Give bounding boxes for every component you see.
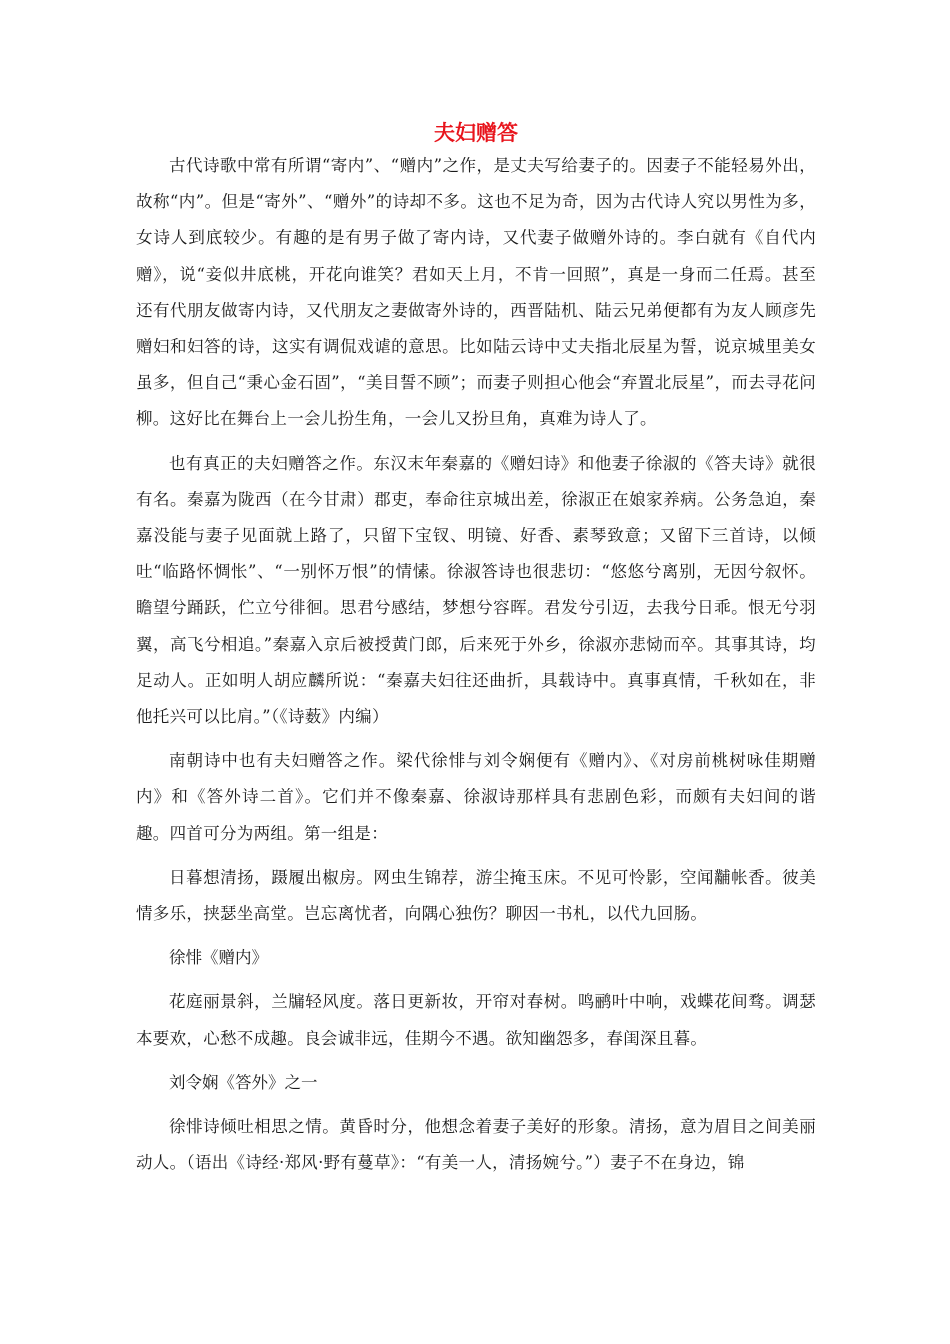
paragraph-gap [136,932,816,940]
paragraph-gap [136,735,816,743]
poem-2: 花庭丽景斜，兰牖轻风度。落日更新妆，开帘对春树。鸣鹂叶中响，戏蝶花间骛。调瑟本要欢，心愁不成趣。良会诚非远，佳期今不遇。欲知幽怨多，春闺深且暮。 [136,992,816,1048]
paragraph-closing: 徐悱诗倾吐相思之情。黄昏时分，他想念着妻子美好的形象。清扬，意为眉目之间美丽动人。（语出《诗经·郑风·野有蔓草》：“有美一人，清扬婉兮。”）妻子不在身边，锦 [136,1117,816,1173]
paragraph-1: 古代诗歌中常有所谓“寄内”、“赠内”之作，是丈夫写给妻子的。因妻子不能轻易外出，故称“内”。但是“寄外”、“赠外”的诗却不多。这也不足为奇，因为古代诗人究以男性为多，女诗人到底较少。有趣的是有男子做了寄内诗，又代妻子做赠外诗的。李白就有《自代内赠》，说“妾似井底桃，开花向谁笑？君如天上月，不肯一回照”，真是一身而二任焉。甚至还有代朋友做寄内诗，又代朋友之妻做寄外诗的，西晋陆机、陆云兄弟便都有为友人顾彦先赠妇和妇答的诗，这实有调侃戏谑的意思。比如陆云诗中丈夫指北辰星为誓，说京城里美女虽多，但自己“秉心金石固”，“美目誓不顾”；而妻子则担心他会“弃置北辰星”，而去寻花问柳。这好比在舞台上一会儿扮生角，一会儿又扮旦角，真难为诗人了。 [136,156,816,429]
paragraph-gap [136,1101,816,1109]
paragraph-gap [136,1057,816,1065]
paragraph-gap [136,852,816,860]
paragraph-gap [136,976,816,984]
paragraph-gap [136,438,816,446]
poem-1-attribution: 徐悱《赠内》 [169,948,268,968]
paragraph-2: 也有真正的夫妇赠答之作。东汉末年秦嘉的《赠妇诗》和他妻子徐淑的《答夫诗》就很有名。秦嘉为陇西（在今甘肃）郡吏，奉命往京城出差，徐淑正在娘家养病。公务急迫，秦嘉没能与妻子见面就上路了，只留下宝钗、明镜、好香、素琴致意；又留下三首诗，以倾吐“临路怀惆怅”、“一别怀万恨”的情愫。徐淑答诗也很悲切：“悠悠兮离别，无因兮叙怀。瞻望兮踊跃，伫立兮徘徊。思君兮感结，梦想兮容晖。君发兮引迈，去我兮日乖。恨无兮羽翼，高飞兮相追。”秦嘉入京后被授黄门郎，后来死于外乡，徐淑亦悲恸而卒。其事其诗，均足动人。正如明人胡应麟所说：“秦嘉夫妇往还曲折，具载诗中。真事真情，千秋如在，非他托兴可以比肩。”（《诗薮》内编） [136,453,816,727]
poem-2-attribution: 刘令娴《答外》之一 [169,1072,318,1092]
poem-1: 日暮想清扬，蹑履出椒房。网虫生锦荐，游尘掩玉床。不见可怜影，空闻黼帐香。彼美情多乐，挟瑟坐高堂。岂忘离忧者，向隅心独伤？聊因一书札，以代九回肠。 [136,867,816,924]
document-page [136,118,816,1181]
paragraph-3: 南朝诗中也有夫妇赠答之作。梁代徐悱与刘令娴便有《赠内》、《对房前桃树咏佳期赠内》和《答外诗二首》。它们并不像秦嘉、徐淑诗那样具有悲剧色彩，而颇有夫妇间的谐趣。四首可分为两组。第一组是： [136,751,816,843]
document-title: 夫妇赠答 [434,120,518,145]
